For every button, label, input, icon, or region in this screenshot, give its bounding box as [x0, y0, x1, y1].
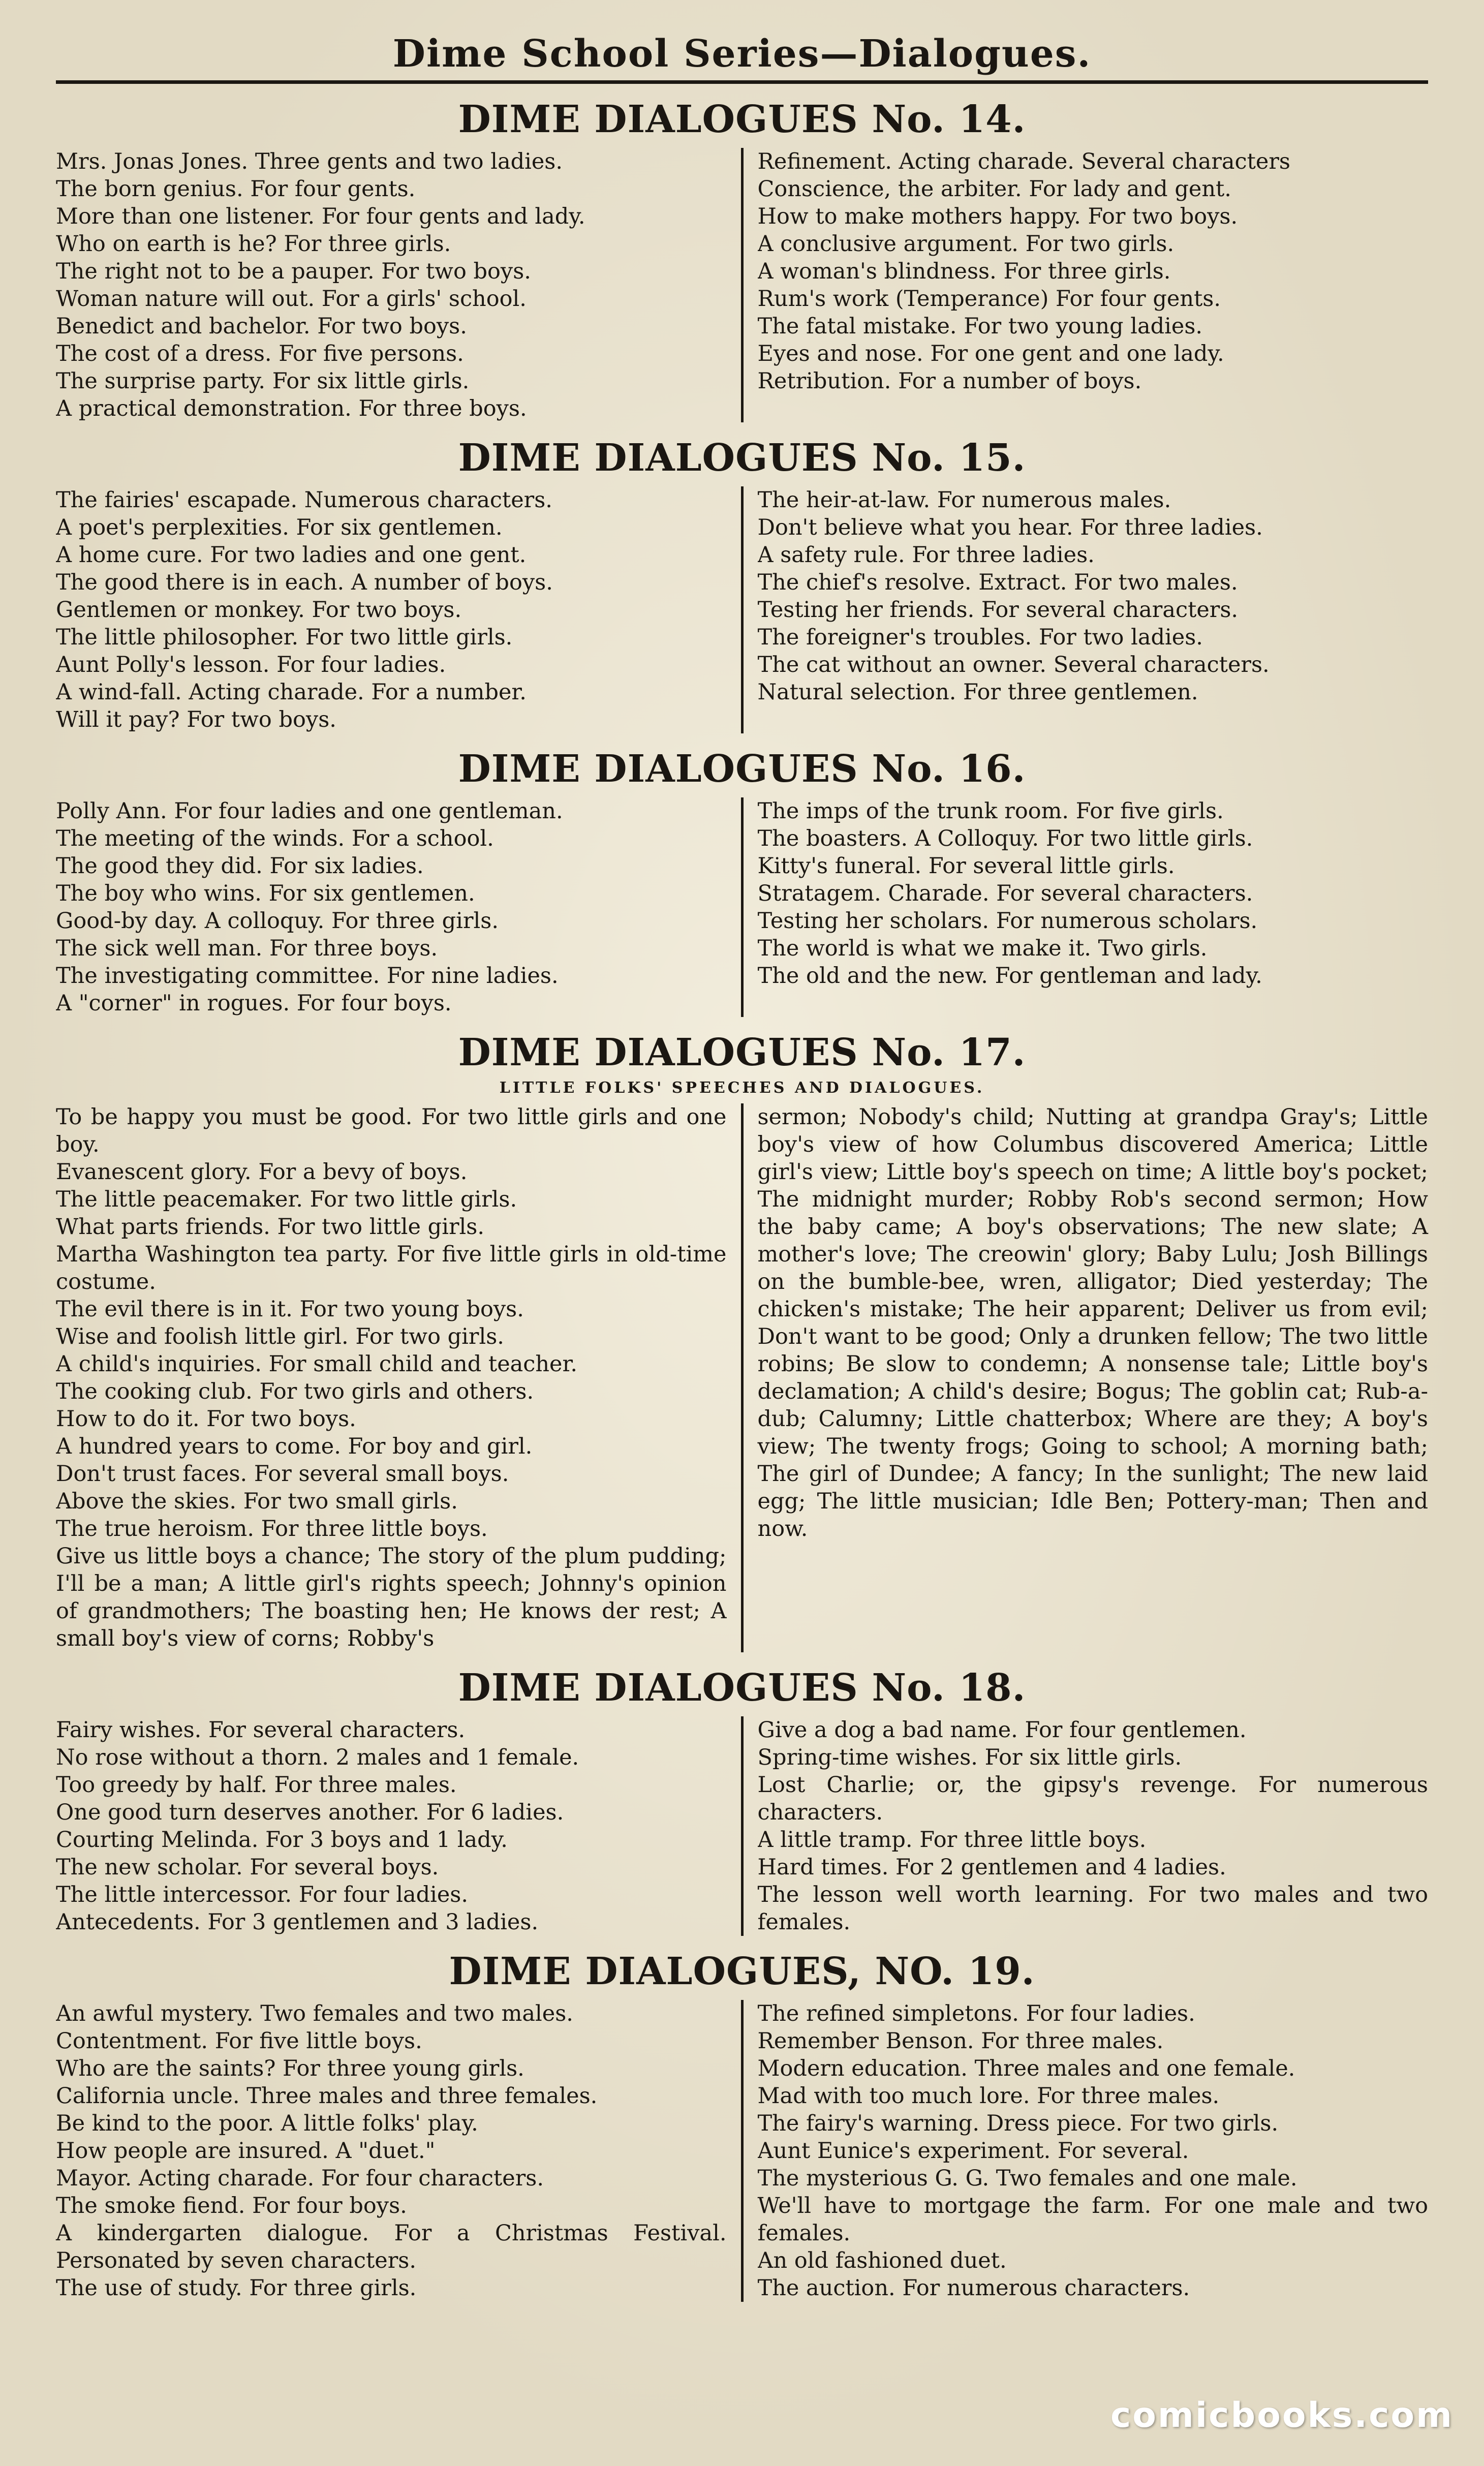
- dialogue-entry: A child's inquiries. For small child and teacher.: [56, 1351, 577, 1377]
- two-column-list: [56, 486, 1428, 733]
- speeches-paragraph: sermon; Nobody's child; Nutting at grandpa Gray's; Little boy's view of how Columbus discovered America; Little girl's view; Little boy's speech on time; A little boy's pocket; The midnight murder; Robby Rob's second sermon; How the baby came; A boy's observations; The new slate; A mother's love; The creowin' glory; Baby Lulu; Josh Billings on the bumble-bee, wren, alligator; Died yesterday; The chicken's mistake; The heir apparent; Deliver us from evil; Don't want to be good; Only a drunken fellow; The two little robins; Be slow to condemn; A nonsense tale; Little boy's declamation; A child's desire; Bogus; The goblin cat; Rub-a-dub; Calumny; Little chatterbox; Where are they; A boy's view; The twenty frogs; Going to school; A morning bath; The girl of Dundee; A fancy; In the sunlight; The new laid egg; The little musician; Idle Ben; Pottery-man; Then and now.: [757, 1104, 1428, 1542]
- dialogue-entry: Wise and foolish little girl. For two girls.: [56, 1324, 504, 1349]
- dialogue-entry: Hard times. For 2 gentlemen and 4 ladies.: [757, 1855, 1226, 1880]
- volume-title: DIME DIALOGUES, NO. 19.: [449, 1950, 1035, 1993]
- right-column: [741, 486, 1429, 733]
- two-column-list: [56, 1103, 1428, 1652]
- dialogue-entry: The foreigner's troubles. For two ladies.: [757, 625, 1203, 650]
- volume-title: DIME DIALOGUES No. 18.: [458, 1666, 1026, 1710]
- dialogue-entry: Kitty's funeral. For several little girls.: [757, 853, 1175, 879]
- dialogue-entry: Don't trust faces. For several small boys.: [56, 1461, 509, 1487]
- left-column: [56, 486, 741, 733]
- dialogue-entry: Refinement. Acting charade. Several characters: [757, 149, 1290, 174]
- dialogue-entry: The meeting of the winds. For a school.: [56, 826, 494, 851]
- dialogue-entry: Who on earth is he? For three girls.: [56, 231, 451, 257]
- dialogue-entry: Will it pay? For two boys.: [56, 707, 336, 732]
- dialogue-entry: The refined simpletons. For four ladies.: [757, 2001, 1195, 2026]
- dialogue-entry: Too greedy by half. For three males.: [56, 1772, 457, 1798]
- left-column: [56, 797, 741, 1017]
- dialogue-entry: The heir-at-law. For numerous males.: [757, 487, 1171, 513]
- dialogue-entry: The boasters. A Colloquy. For two little girls.: [757, 826, 1253, 851]
- dialogue-entry: A hundred years to come. For boy and girl.: [56, 1434, 533, 1459]
- right-column: [741, 1716, 1429, 1936]
- dialogue-entry: A poet's perplexities. For six gentlemen.: [56, 515, 503, 540]
- dialogue-entry: Woman nature will out. For a girls' school.: [56, 286, 527, 312]
- dialogue-entry: Don't believe what you hear. For three ladies.: [757, 515, 1263, 540]
- volume-subtitle: LITTLE FOLKS' SPEECHES AND DIALOGUES.: [499, 1079, 985, 1097]
- dialogue-entry: Fairy wishes. For several characters.: [56, 1717, 466, 1743]
- dialogue-entry: The cooking club. For two girls and others.: [56, 1379, 534, 1404]
- dialogue-entry: The imps of the trunk room. For five girls.: [757, 798, 1224, 824]
- dialogue-entry: How to do it. For two boys.: [56, 1406, 356, 1432]
- dialogue-entry: Conscience, the arbiter. For lady and gent.: [757, 176, 1231, 202]
- dialogue-entry: The good they did. For six ladies.: [56, 853, 424, 879]
- dialogue-entry: The right not to be a pauper. For two boys.: [56, 259, 531, 284]
- dialogue-entry: A conclusive argument. For two girls.: [757, 231, 1174, 257]
- dialogue-entry: Mrs. Jonas Jones. Three gents and two ladies.: [56, 149, 563, 174]
- left-column: [56, 2000, 741, 2302]
- dialogue-entry: Good-by day. A colloquy. For three girls.: [56, 908, 499, 934]
- dialogue-entry: Gentlemen or monkey. For two boys.: [56, 597, 462, 623]
- volume-title: DIME DIALOGUES No. 15.: [458, 436, 1026, 480]
- dialogue-entry: The evil there is in it. For two young boys.: [56, 1297, 524, 1322]
- dialogue-entry: Modern education. Three males and one female.: [757, 2056, 1295, 2081]
- dialogue-entry: A wind-fall. Acting charade. For a number.: [56, 680, 527, 705]
- dialogue-entry: The sick well man. For three boys.: [56, 936, 438, 961]
- dialogue-entry: Martha Washington tea party. For five little girls in old-time costume.: [56, 1242, 727, 1294]
- dialogue-entry: The smoke fiend. For four boys.: [56, 2193, 407, 2218]
- dialogue-entry: Eyes and nose. For one gent and one lady.: [757, 341, 1224, 366]
- dialogue-entry: The good there is in each. A number of boys.: [56, 570, 553, 595]
- dialogue-entry: The fairies' escapade. Numerous characters.: [56, 487, 552, 513]
- dialogue-entry: A safety rule. For three ladies.: [757, 542, 1095, 568]
- two-column-list: [56, 2000, 1428, 2302]
- right-column: [741, 148, 1429, 422]
- watermark-text: comicbooks.com: [1110, 2395, 1454, 2436]
- dialogue-entry: The surprise party. For six little girls.: [56, 368, 470, 394]
- dialogue-entry: Evanescent glory. For a bevy of boys.: [56, 1159, 468, 1185]
- dialogue-entry: What parts friends. For two little girls.: [56, 1214, 484, 1240]
- dialogue-entry: The cat without an owner. Several characters.: [757, 652, 1270, 677]
- dialogue-entry: Remember Benson. For three males.: [757, 2028, 1164, 2054]
- dialogue-entry: Above the skies. For two small girls.: [56, 1489, 458, 1514]
- dialogue-entry: Mad with too much lore. For three males.: [757, 2083, 1220, 2109]
- dialogue-entry: Give us little boys a chance; The story of the plum pudding; I'll be a man; A little girl's rights speech; Johnny's opinion of grandmothers; The boasting hen; He knows der rest; A small boy's view of corns; Robby's: [56, 1544, 727, 1651]
- volume-section: [56, 745, 1428, 1017]
- dialogue-entry: Antecedents. For 3 gentlemen and 3 ladies.: [56, 1909, 539, 1935]
- dialogue-entry: A practical demonstration. For three boys.: [56, 396, 527, 421]
- dialogue-entry: An awful mystery. Two females and two males.: [56, 2001, 573, 2026]
- dialogue-entry: Aunt Eunice's experiment. For several.: [757, 2138, 1189, 2164]
- volume-section: [56, 1663, 1428, 1936]
- volumes-container: [56, 95, 1428, 2302]
- dialogue-entry: A home cure. For two ladies and one gent.: [56, 542, 527, 568]
- dialogue-entry: Testing her scholars. For numerous scholars.: [757, 908, 1258, 934]
- right-column: [741, 1103, 1429, 1652]
- dialogue-entry: More than one listener. For four gents and lady.: [56, 204, 585, 229]
- dialogue-entry: The lesson well worth learning. For two males and two females.: [757, 1882, 1428, 1935]
- dialogue-entry: A kindergarten dialogue. For a Christmas Festival. Personated by seven characters.: [56, 2221, 727, 2273]
- dialogue-entry: Give a dog a bad name. For four gentlemen.: [757, 1717, 1247, 1743]
- volume-title: DIME DIALOGUES No. 14.: [458, 98, 1026, 141]
- dialogue-entry: Natural selection. For three gentlemen.: [757, 680, 1198, 705]
- dialogue-entry: The fairy's warning. Dress piece. For two girls.: [757, 2111, 1279, 2136]
- left-column: [56, 148, 741, 422]
- dialogue-entry: Benedict and bachelor. For two boys.: [56, 314, 467, 339]
- dialogue-entry: The little peacemaker. For two little girls.: [56, 1187, 517, 1212]
- volume-section: [56, 434, 1428, 733]
- volume-section: [56, 1028, 1428, 1652]
- dialogue-entry: The born genius. For four gents.: [56, 176, 416, 202]
- right-column: [741, 797, 1429, 1017]
- volume-title: DIME DIALOGUES No. 16.: [458, 747, 1026, 791]
- dialogue-entry: A little tramp. For three little boys.: [757, 1827, 1147, 1853]
- dialogue-entry: Contentment. For five little boys.: [56, 2028, 422, 2054]
- right-column: [741, 2000, 1429, 2302]
- dialogue-entry: Mayor. Acting charade. For four characters.: [56, 2166, 544, 2191]
- two-column-list: [56, 148, 1428, 422]
- dialogue-entry: Lost Charlie; or, the gipsy's revenge. For numerous characters.: [757, 1772, 1428, 1825]
- dialogue-entry: California uncle. Three males and three females.: [56, 2083, 598, 2109]
- dialogue-entry: Courting Melinda. For 3 boys and 1 lady.: [56, 1827, 508, 1853]
- dialogue-entry: The auction. For numerous characters.: [757, 2275, 1190, 2301]
- dialogue-entry: The true heroism. For three little boys.: [56, 1516, 488, 1542]
- dialogue-entry: The little philosopher. For two little girls.: [56, 625, 513, 650]
- dialogue-entry: Polly Ann. For four ladies and one gentleman.: [56, 798, 563, 824]
- dialogue-entry: One good turn deserves another. For 6 ladies.: [56, 1800, 564, 1825]
- dialogue-entry: Rum's work (Temperance) For four gents.: [757, 286, 1221, 312]
- dialogue-entry: Stratagem. Charade. For several characters.: [757, 881, 1253, 906]
- dialogue-entry: No rose without a thorn. 2 males and 1 female.: [56, 1745, 579, 1770]
- two-column-list: [56, 1716, 1428, 1936]
- dialogue-entry: The use of study. For three girls.: [56, 2275, 417, 2301]
- dialogue-entry: A "corner" in rogues. For four boys.: [56, 991, 452, 1016]
- dialogue-entry: The cost of a dress. For five persons.: [56, 341, 464, 366]
- dialogue-entry: Retribution. For a number of boys.: [757, 368, 1142, 394]
- dialogue-entry: A woman's blindness. For three girls.: [757, 259, 1171, 284]
- dialogue-entry: The little intercessor. For four ladies.: [56, 1882, 469, 1907]
- volume-section: [56, 95, 1428, 422]
- dialogue-entry: To be happy you must be good. For two little girls and one boy.: [56, 1104, 727, 1157]
- dialogue-entry: Testing her friends. For several characters.: [757, 597, 1239, 623]
- page-header: Dime School Series—Dialogues.: [392, 32, 1092, 76]
- header-rule: [56, 80, 1428, 84]
- volume-title: DIME DIALOGUES No. 17.: [458, 1031, 1026, 1074]
- dialogue-entry: We'll have to mortgage the farm. For one male and two females.: [757, 2193, 1428, 2246]
- dialogue-entry: Who are the saints? For three young girls.: [56, 2056, 524, 2081]
- dialogue-entry: Spring-time wishes. For six little girls.: [757, 1745, 1182, 1770]
- dialogue-entry: The world is what we make it. Two girls.: [757, 936, 1208, 961]
- left-column: [56, 1103, 741, 1652]
- dialogue-entry: The investigating committee. For nine ladies.: [56, 963, 559, 989]
- dialogue-entry: The old and the new. For gentleman and lady.: [757, 963, 1262, 989]
- dialogue-entry: Aunt Polly's lesson. For four ladies.: [56, 652, 446, 677]
- dialogue-entry: Be kind to the poor. A little folks' play.: [56, 2111, 478, 2136]
- dialogue-entry: The new scholar. For several boys.: [56, 1855, 439, 1880]
- dialogue-entry: The chief's resolve. Extract. For two males.: [757, 570, 1238, 595]
- volume-section: [56, 1947, 1428, 2302]
- dialogue-entry: An old fashioned duet.: [757, 2248, 1007, 2273]
- dialogue-entry: The boy who wins. For six gentlemen.: [56, 881, 475, 906]
- dialogue-entry: The mysterious G. G. Two females and one male.: [757, 2166, 1297, 2191]
- dialogue-entry: How to make mothers happy. For two boys.: [757, 204, 1238, 229]
- left-column: [56, 1716, 741, 1936]
- two-column-list: [56, 797, 1428, 1017]
- dialogue-entry: The fatal mistake. For two young ladies.: [757, 314, 1203, 339]
- dialogue-entry: How people are insured. A "duet.": [56, 2138, 436, 2164]
